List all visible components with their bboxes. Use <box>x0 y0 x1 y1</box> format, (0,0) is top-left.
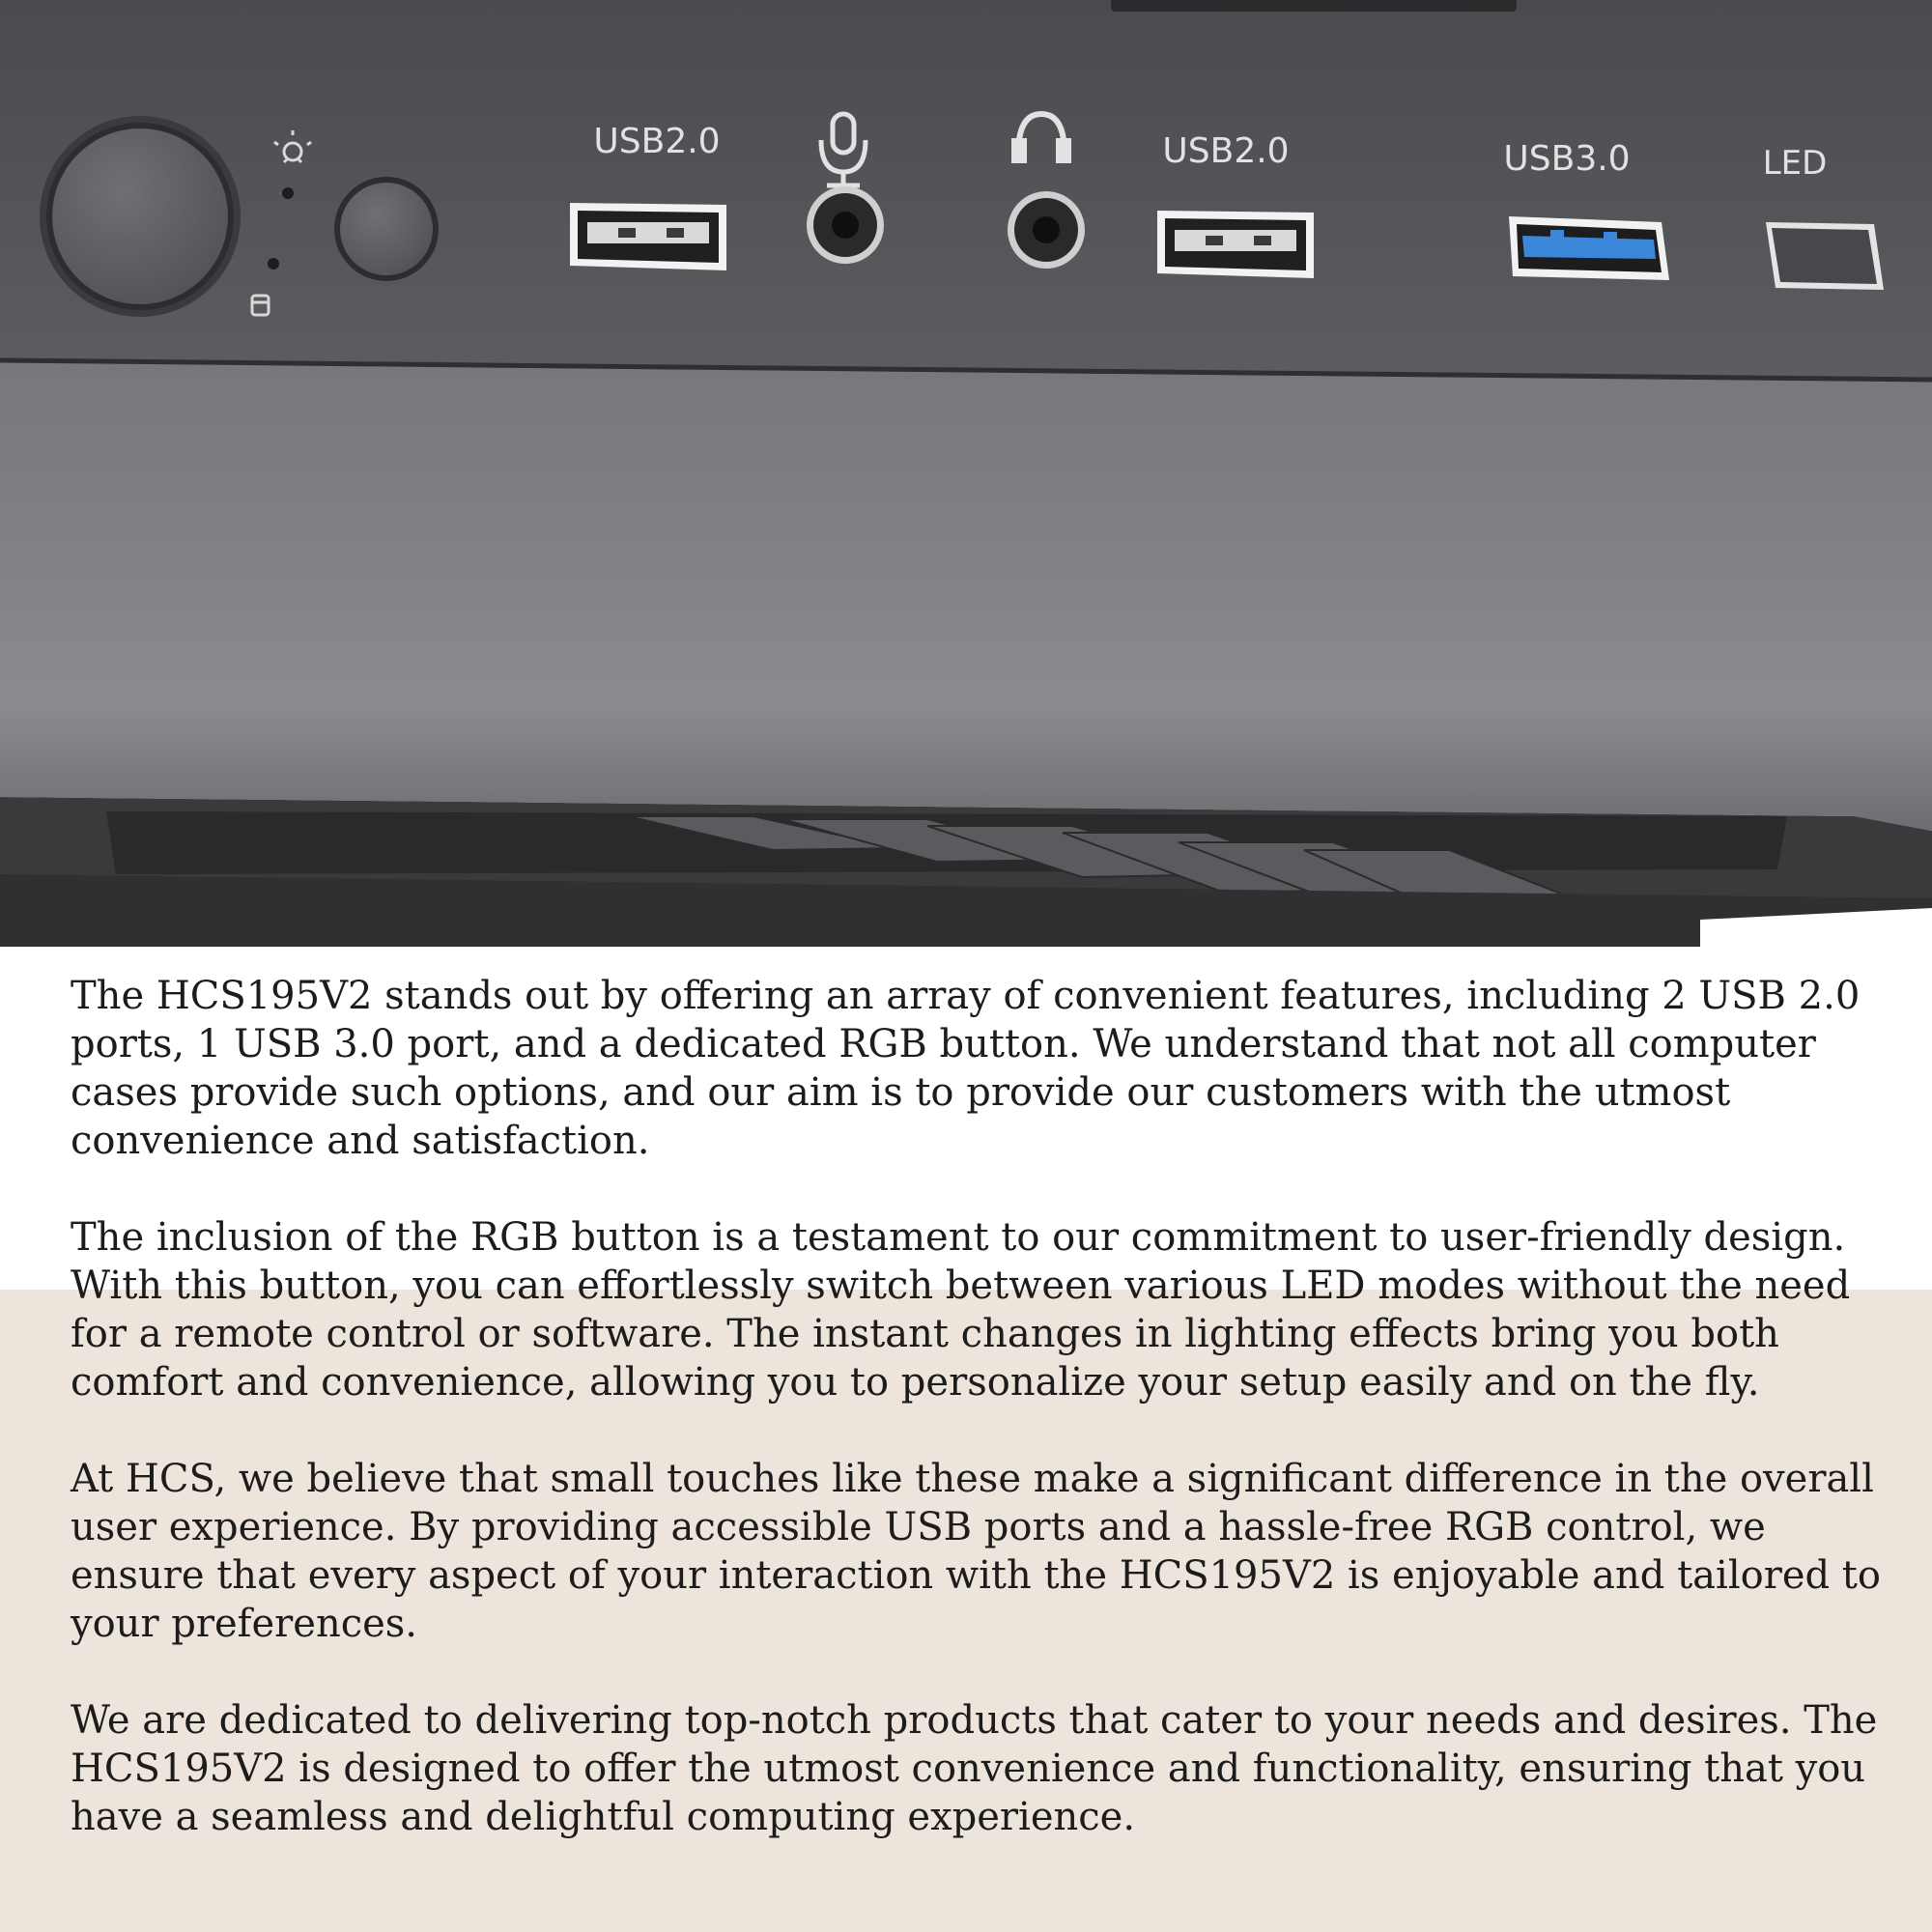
usb3-label: USB3.0 <box>1503 139 1631 179</box>
usb2-right-label: USB2.0 <box>1162 131 1290 171</box>
description-paragraph-3: At HCS, we believe that small touches like these make a significant difference in the overall user experience. By providing accessible USB ports and a hassle-free RGB control, we ensure that every aspect of your interaction with the HCS195V2 is enjoyable and tailored to your preferences. <box>71 1457 1881 1646</box>
led-label: LED <box>1762 144 1828 183</box>
reset-button[interactable] <box>334 177 439 281</box>
description-paragraph-4: We are dedicated to delivering top-notch products that cater to your needs and desires. The HCS195V2 is designed to offer the utmost convenience and functionality, ensuring that you have a seamless and delightful computing experience. <box>71 1698 1878 1839</box>
usb2-port-left[interactable] <box>570 203 726 270</box>
description-paragraph-1: The HCS195V2 stands out by offering an array of convenient features, including 2 USB 2.0 ports, 1 USB 3.0 port, and a dedicated RGB button. We understand that not all computer cases provide such options, and our aim is to provide our customers with the utmost convenience and satisfaction. <box>71 974 1861 1163</box>
hdd-led <box>268 258 279 270</box>
usb2-port-right[interactable] <box>1157 211 1314 278</box>
description-paragraph-2: The inclusion of the RGB button is a testament to our commitment to user-friendly design. With this button, you can effortlessly switch between various LED modes without the need for a remote control or software. The instant changes in lighting effects bring you both comfort and convenience, allowing you to personalize your setup easily and on the fly. <box>71 1215 1851 1405</box>
usb2-left-label: USB2.0 <box>593 122 721 161</box>
rgb-led-button[interactable] <box>1766 222 1884 290</box>
usb3-port[interactable] <box>1509 216 1669 280</box>
top-slot <box>1111 0 1517 12</box>
product-description <box>71 972 1887 1889</box>
microphone-jack[interactable] <box>807 186 884 264</box>
headphone-jack[interactable] <box>1008 191 1085 269</box>
power-led <box>282 187 294 199</box>
power-button[interactable] <box>40 116 241 317</box>
front-io-panel-photo <box>0 0 1932 947</box>
